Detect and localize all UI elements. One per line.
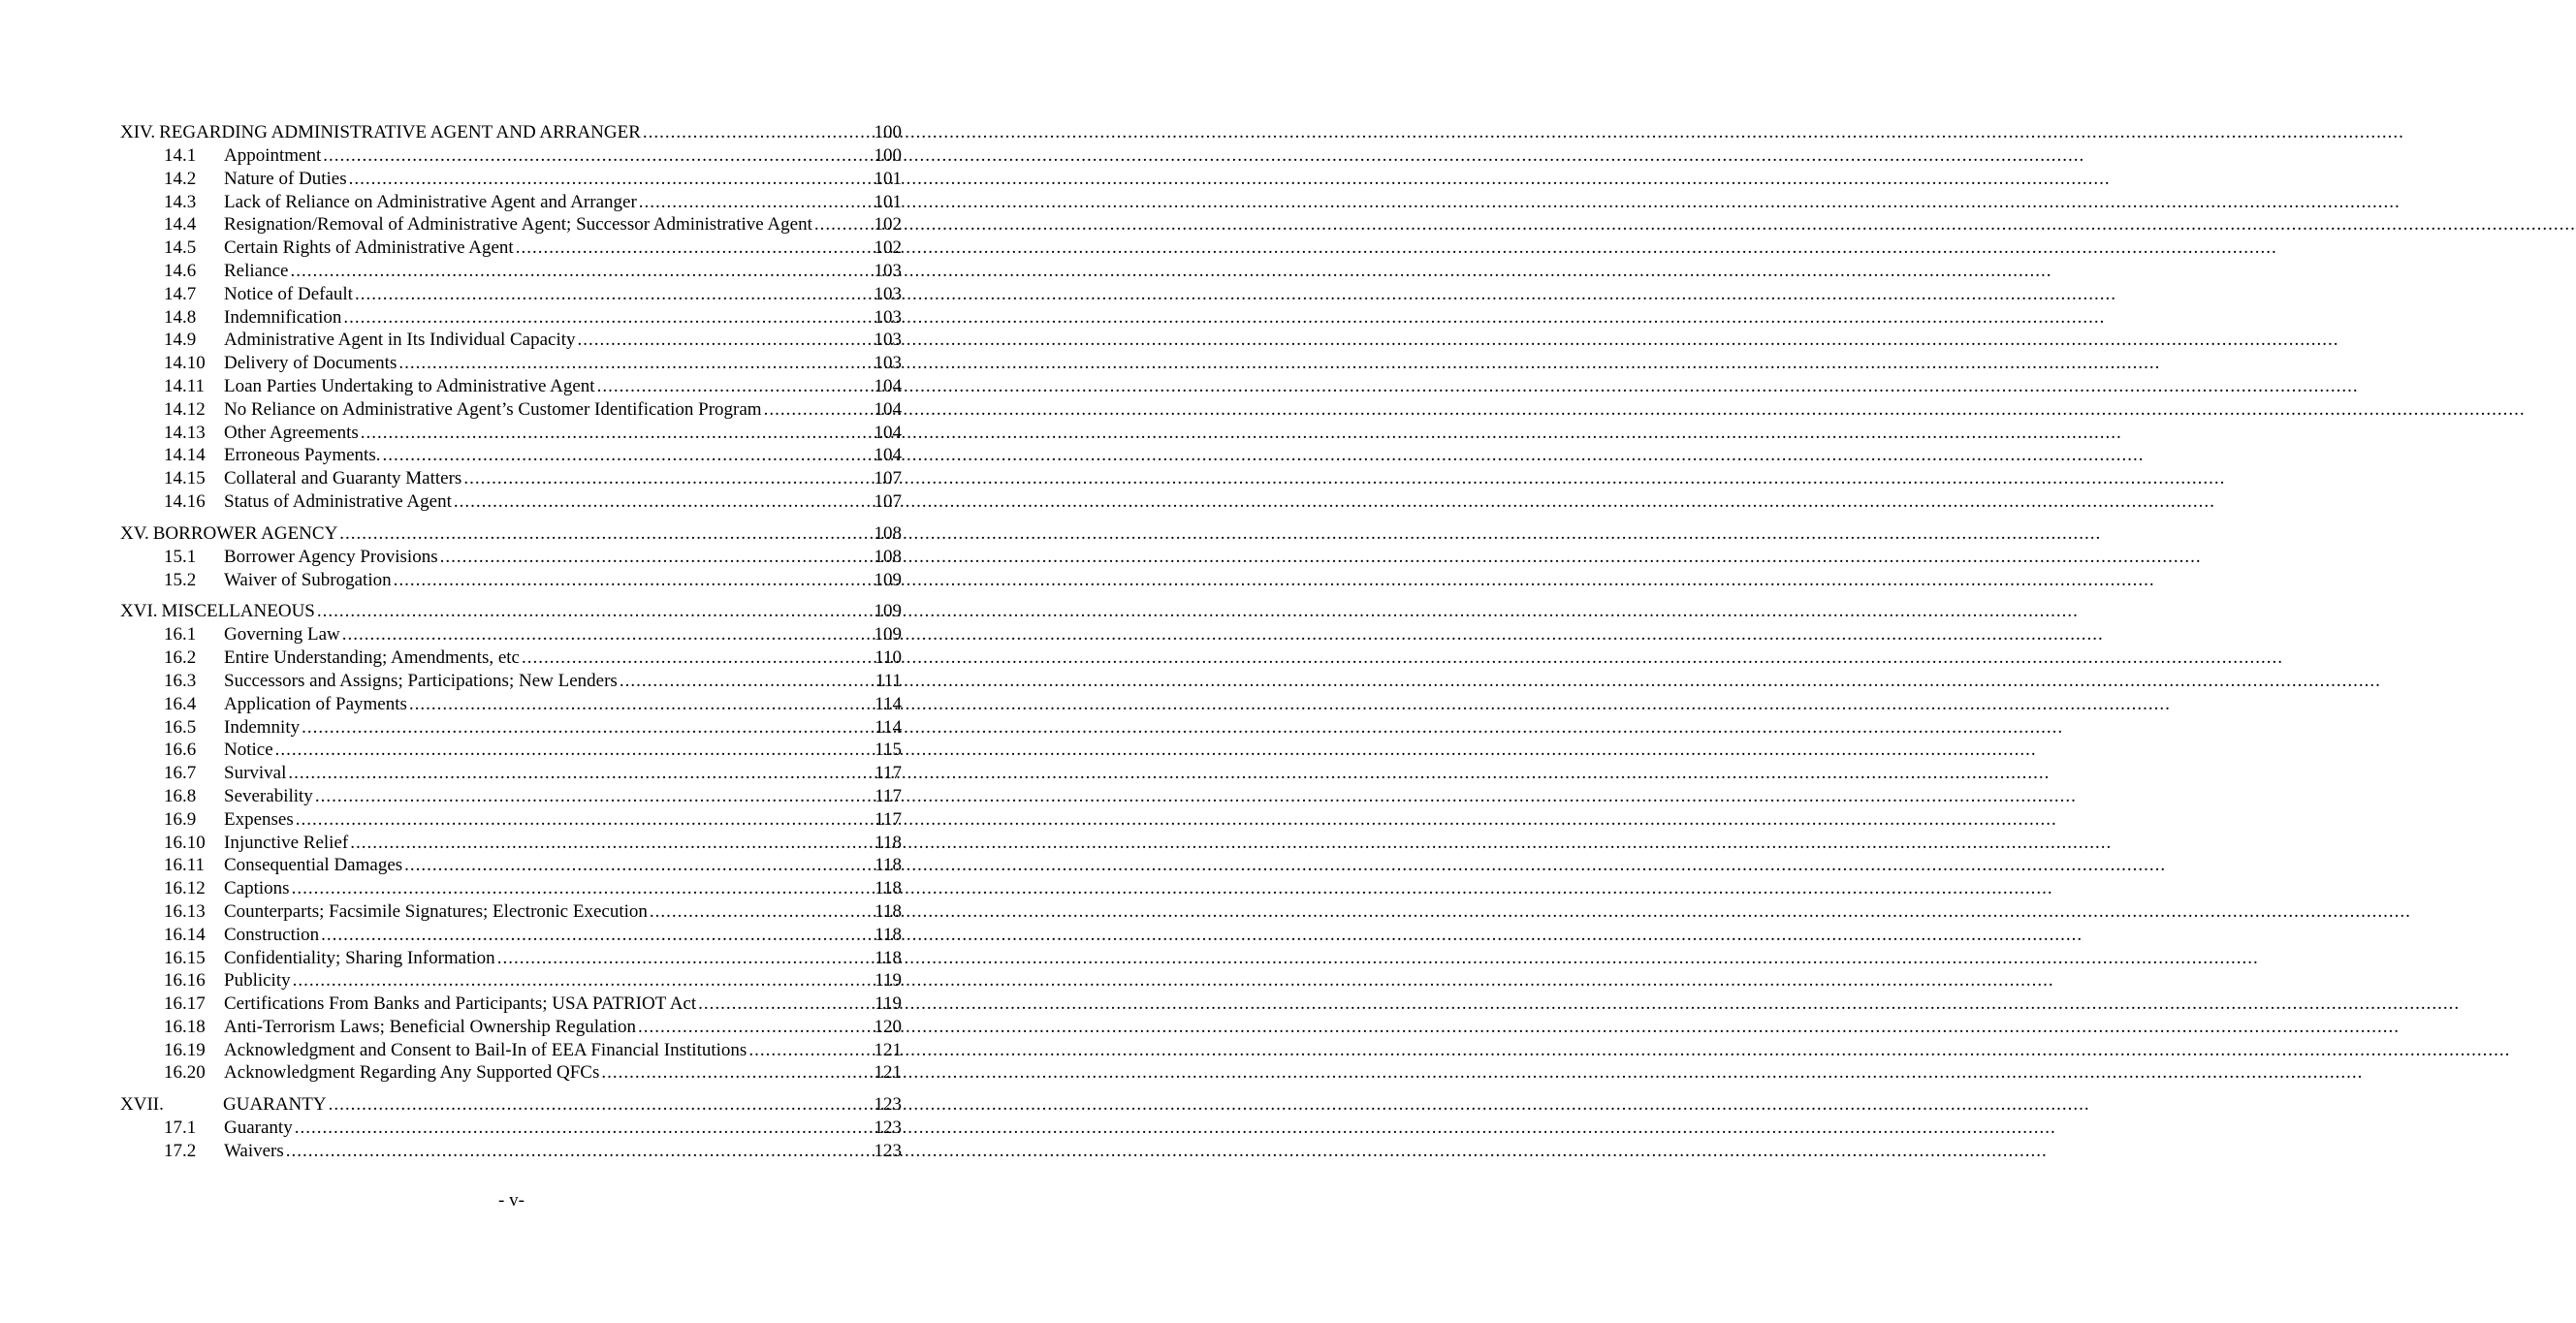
toc-subsection-entry[interactable] xyxy=(120,467,902,490)
subsection-number: 14.2 xyxy=(164,168,197,189)
subsection-title: Injunctive Relief xyxy=(224,832,349,853)
subsection-title: Indemnity xyxy=(224,716,301,738)
toc-subsection-entry[interactable] xyxy=(120,832,902,855)
toc-section-entry[interactable] xyxy=(120,120,902,144)
dot-leader xyxy=(339,521,871,546)
subsection-number: 16.2 xyxy=(164,647,197,669)
toc-subsection-entry[interactable] xyxy=(120,569,902,592)
subsection-title: Counterparts; Facsimile Signatures; Electronic Execution xyxy=(224,900,648,922)
dot-leader xyxy=(497,947,871,970)
dot-leader xyxy=(643,120,871,144)
subsection-title: Status of Administrative Agent xyxy=(224,490,452,512)
dot-leader xyxy=(516,236,871,260)
dot-leader xyxy=(698,992,871,1016)
subsection-number: 15.1 xyxy=(164,546,197,567)
subsection-title: Resignation/Removal of Administrative Agent; Successor Administrative Agent xyxy=(224,214,812,236)
subsection-number: 16.1 xyxy=(164,624,197,646)
subsection-number: 16.4 xyxy=(164,693,197,714)
subsection-number: 16.7 xyxy=(164,763,197,784)
subsection-page-number: 120 xyxy=(874,1016,902,1037)
toc-subsection-entry[interactable] xyxy=(120,992,902,1016)
subsection-page-number: 123 xyxy=(874,1141,902,1162)
subsection-page-number: 121 xyxy=(874,1039,902,1060)
subsection-page-number: 114 xyxy=(875,693,902,714)
subsection-page-number: 118 xyxy=(875,855,902,876)
toc-subsection-entry[interactable] xyxy=(120,693,902,716)
subsection-page-number: 102 xyxy=(874,214,902,236)
subsection-page-number: 118 xyxy=(875,878,902,899)
section-page-number: 123 xyxy=(874,1094,902,1116)
dot-leader xyxy=(355,283,871,306)
subsection-title: Publicity xyxy=(224,970,291,992)
subsection-page-number: 104 xyxy=(874,398,902,420)
dot-leader xyxy=(275,739,871,762)
subsection-page-number: 110 xyxy=(875,647,902,669)
toc-subsection-entry[interactable] xyxy=(120,1039,902,1062)
subsection-number: 14.5 xyxy=(164,237,197,259)
subsection-title: Indemnification xyxy=(224,306,342,328)
subsection-title: Reliance xyxy=(224,260,289,281)
dot-leader xyxy=(814,213,871,236)
toc-subsection-entry[interactable] xyxy=(120,490,902,514)
section-number: XVI. xyxy=(120,601,158,622)
subsection-number: 16.15 xyxy=(164,947,206,968)
section-number: XV. xyxy=(120,522,149,544)
toc-subsection-entry[interactable] xyxy=(120,306,902,330)
subsection-number: 14.13 xyxy=(164,422,206,443)
subsection-page-number: 118 xyxy=(875,947,902,968)
subsection-title: Erroneous Payments. xyxy=(224,445,381,466)
toc-subsection-entry[interactable] xyxy=(120,168,902,191)
subsection-title: Other Agreements xyxy=(224,422,359,443)
subsection-number: 14.9 xyxy=(164,330,197,351)
toc-subsection-entry[interactable] xyxy=(120,854,902,877)
toc-subsection-entry[interactable] xyxy=(120,444,902,467)
page-number-footer: - v- xyxy=(498,1190,525,1211)
dot-leader xyxy=(409,693,871,716)
section-title: REGARDING ADMINISTRATIVE AGENT AND ARRANGER xyxy=(159,122,641,142)
subsection-page-number: 119 xyxy=(875,993,902,1015)
dot-leader xyxy=(290,260,871,283)
subsection-title: Delivery of Documents xyxy=(224,353,398,374)
section-title: MISCELLANEOUS xyxy=(161,601,315,622)
toc-subsection-entry[interactable] xyxy=(120,670,902,693)
subsection-title: Guaranty xyxy=(224,1118,293,1139)
dot-leader xyxy=(329,1092,871,1117)
subsection-title: Expenses xyxy=(224,808,294,830)
toc-subsection-entry[interactable] xyxy=(120,877,902,900)
toc-subsection-entry[interactable] xyxy=(120,213,902,236)
dot-leader xyxy=(748,1039,871,1062)
subsection-page-number: 117 xyxy=(875,785,902,806)
subsection-number: 15.2 xyxy=(164,569,197,590)
subsection-page-number: 103 xyxy=(874,260,902,281)
toc-subsection-entry[interactable] xyxy=(120,144,902,168)
toc-subsection-entry[interactable] xyxy=(120,808,902,832)
subsection-number: 14.8 xyxy=(164,306,197,328)
subsection-page-number: 107 xyxy=(874,468,902,489)
subsection-number: 14.7 xyxy=(164,283,197,304)
dot-leader xyxy=(349,168,871,191)
toc-subsection-entry[interactable] xyxy=(120,646,902,670)
toc-subsection-entry[interactable] xyxy=(120,1016,902,1039)
subsection-title: Appointment xyxy=(224,145,322,166)
dot-leader xyxy=(764,398,871,422)
toc-subsection-entry[interactable] xyxy=(120,969,902,992)
subsection-page-number: 101 xyxy=(874,191,902,212)
toc-subsection-entry[interactable] xyxy=(120,236,902,260)
toc-subsection-entry[interactable] xyxy=(120,785,902,808)
dot-leader xyxy=(350,832,871,855)
section-title: GUARANTY xyxy=(223,1094,327,1116)
subsection-title: No Reliance on Administrative Agent’s Customer Identification Program xyxy=(224,398,762,420)
subsection-title: Severability xyxy=(224,785,313,806)
subsection-page-number: 109 xyxy=(874,624,902,646)
subsection-title: Borrower Agency Provisions xyxy=(224,546,438,567)
dot-leader xyxy=(321,924,871,947)
section-page-number: 109 xyxy=(874,601,902,622)
toc-subsection-entry[interactable] xyxy=(120,947,902,970)
subsection-title: Construction xyxy=(224,924,320,945)
toc-subsection-entry[interactable] xyxy=(120,546,902,569)
subsection-page-number: 100 xyxy=(874,145,902,166)
subsection-title: Certifications From Banks and Participants; USA PATRIOT Act xyxy=(224,993,697,1015)
dot-leader xyxy=(295,1117,871,1140)
dot-leader xyxy=(522,646,871,670)
subsection-title: Captions xyxy=(224,878,290,899)
subsection-title: Administrative Agent in Its Individual Capacity xyxy=(224,330,576,351)
subsection-number: 16.20 xyxy=(164,1062,206,1084)
dot-leader xyxy=(597,375,871,398)
toc-subsection-entry[interactable] xyxy=(120,1061,902,1085)
dot-leader xyxy=(463,467,871,490)
subsection-page-number: 103 xyxy=(874,330,902,351)
subsection-title: Notice xyxy=(224,740,273,761)
subsection-number: 16.10 xyxy=(164,832,206,853)
subsection-number: 14.12 xyxy=(164,398,206,420)
dot-leader xyxy=(292,877,871,900)
toc-subsection-entry[interactable] xyxy=(120,716,902,740)
subsection-number: 14.10 xyxy=(164,353,206,374)
subsection-page-number: 104 xyxy=(874,445,902,466)
toc-subsection-entry[interactable] xyxy=(120,283,902,306)
subsection-number: 16.19 xyxy=(164,1039,206,1060)
subsection-number: 14.16 xyxy=(164,490,206,512)
toc-subsection-entry[interactable] xyxy=(120,1117,902,1140)
toc-subsection-entry[interactable] xyxy=(120,900,902,924)
subsection-page-number: 103 xyxy=(874,353,902,374)
subsection-title: Nature of Duties xyxy=(224,168,347,189)
dot-leader xyxy=(361,422,871,445)
subsection-page-number: 107 xyxy=(874,490,902,512)
subsection-number: 14.6 xyxy=(164,260,197,281)
subsection-title: Application of Payments xyxy=(224,693,407,714)
subsection-page-number: 104 xyxy=(874,375,902,396)
subsection-number: 16.8 xyxy=(164,785,197,806)
subsection-page-number: 102 xyxy=(874,237,902,259)
dot-leader xyxy=(638,1016,871,1039)
subsection-number: 16.9 xyxy=(164,808,197,830)
toc-subsection-entry[interactable] xyxy=(120,924,902,947)
subsection-page-number: 104 xyxy=(874,422,902,443)
subsection-number: 14.3 xyxy=(164,191,197,212)
subsection-number: 17.1 xyxy=(164,1118,197,1139)
subsection-number: 14.14 xyxy=(164,445,206,466)
subsection-number: 17.2 xyxy=(164,1141,197,1162)
dot-leader xyxy=(398,352,871,375)
toc-subsection-entry[interactable] xyxy=(120,352,902,375)
subsection-number: 16.17 xyxy=(164,993,206,1015)
subsection-title: Governing Law xyxy=(224,624,340,646)
dot-leader xyxy=(620,670,871,693)
subsection-title: Successors and Assigns; Participations; New Lenders xyxy=(224,670,618,691)
dot-leader xyxy=(454,490,871,514)
dot-leader xyxy=(601,1061,871,1085)
subsection-page-number: 111 xyxy=(875,670,902,691)
subsection-number: 14.11 xyxy=(164,375,206,396)
subsection-page-number: 103 xyxy=(874,283,902,304)
dot-leader xyxy=(404,854,871,877)
subsection-title: Acknowledgment Regarding Any Supported QFCs xyxy=(224,1062,600,1084)
subsection-number: 14.1 xyxy=(164,145,197,166)
subsection-title: Survival xyxy=(224,763,287,784)
section-title: BORROWER AGENCY xyxy=(152,522,338,544)
toc-subsection-entry[interactable] xyxy=(120,260,902,283)
subsection-page-number: 118 xyxy=(875,900,902,922)
dot-leader xyxy=(639,191,871,214)
dot-leader xyxy=(293,969,871,992)
subsection-page-number: 109 xyxy=(874,569,902,590)
dot-leader xyxy=(302,716,871,740)
subsection-title: Certain Rights of Administrative Agent xyxy=(224,237,514,259)
toc-subsection-entry[interactable] xyxy=(120,1140,902,1163)
dot-leader xyxy=(382,444,871,467)
subsection-page-number: 117 xyxy=(875,763,902,784)
dot-leader xyxy=(288,762,871,785)
dot-leader xyxy=(343,306,871,330)
subsection-page-number: 115 xyxy=(875,740,902,761)
table-of-contents xyxy=(120,120,902,1163)
subsection-page-number: 118 xyxy=(875,924,902,945)
dot-leader xyxy=(342,623,871,646)
subsection-title: Anti-Terrorism Laws; Beneficial Ownership Regulation xyxy=(224,1016,637,1037)
subsection-number: 16.6 xyxy=(164,740,197,761)
subsection-page-number: 114 xyxy=(875,716,902,738)
subsection-number: 16.13 xyxy=(164,900,206,922)
subsection-title: Confidentiality; Sharing Information xyxy=(224,947,495,968)
subsection-title: Waivers xyxy=(224,1141,284,1162)
section-page-number: 100 xyxy=(874,122,902,142)
dot-leader xyxy=(650,900,871,924)
dot-leader xyxy=(317,599,871,623)
section-page-number: 108 xyxy=(874,522,902,544)
toc-subsection-entry[interactable] xyxy=(120,329,902,352)
toc-subsection-entry[interactable] xyxy=(120,375,902,398)
toc-subsection-entry[interactable] xyxy=(120,762,902,785)
subsection-page-number: 103 xyxy=(874,306,902,328)
dot-leader xyxy=(440,546,871,569)
subsection-number: 16.3 xyxy=(164,670,197,691)
subsection-title: Lack of Reliance on Administrative Agent and Arranger xyxy=(224,191,637,212)
subsection-title: Entire Understanding; Amendments, etc xyxy=(224,647,520,669)
subsection-page-number: 121 xyxy=(874,1062,902,1084)
subsection-number: 16.16 xyxy=(164,970,206,992)
dot-leader xyxy=(296,808,871,832)
dot-leader xyxy=(286,1140,871,1163)
subsection-title: Loan Parties Undertaking to Administrative Agent xyxy=(224,375,595,396)
subsection-page-number: 108 xyxy=(874,546,902,567)
subsection-title: Consequential Damages xyxy=(224,855,403,876)
section-number: XIV. xyxy=(120,122,156,142)
dot-leader xyxy=(323,144,871,168)
subsection-number: 14.4 xyxy=(164,214,197,236)
subsection-number: 14.15 xyxy=(164,468,206,489)
subsection-number: 16.5 xyxy=(164,716,197,738)
subsection-number: 16.11 xyxy=(164,855,206,876)
toc-section-entry[interactable] xyxy=(120,521,902,546)
subsection-page-number: 101 xyxy=(874,168,902,189)
subsection-page-number: 117 xyxy=(875,808,902,830)
toc-subsection-entry[interactable] xyxy=(120,739,902,762)
dot-leader xyxy=(578,329,871,352)
toc-section-entry[interactable] xyxy=(120,1092,902,1117)
toc-subsection-entry[interactable] xyxy=(120,191,902,214)
dot-leader xyxy=(394,569,871,592)
subsection-title: Waiver of Subrogation xyxy=(224,569,392,590)
toc-subsection-entry[interactable] xyxy=(120,422,902,445)
subsection-page-number: 119 xyxy=(875,970,902,992)
subsection-title: Notice of Default xyxy=(224,283,353,304)
subsection-page-number: 123 xyxy=(874,1118,902,1139)
subsection-number: 16.14 xyxy=(164,924,206,945)
dot-leader xyxy=(315,785,871,808)
subsection-number: 16.12 xyxy=(164,878,206,899)
subsection-title: Collateral and Guaranty Matters xyxy=(224,468,462,489)
subsection-title: Acknowledgment and Consent to Bail-In of EEA Financial Institutions xyxy=(224,1039,747,1060)
section-number: XVII. xyxy=(120,1094,164,1116)
subsection-number: 16.18 xyxy=(164,1016,206,1037)
toc-subsection-entry[interactable] xyxy=(120,623,902,646)
subsection-page-number: 118 xyxy=(875,832,902,853)
toc-subsection-entry[interactable] xyxy=(120,398,902,422)
toc-section-entry[interactable] xyxy=(120,599,902,623)
